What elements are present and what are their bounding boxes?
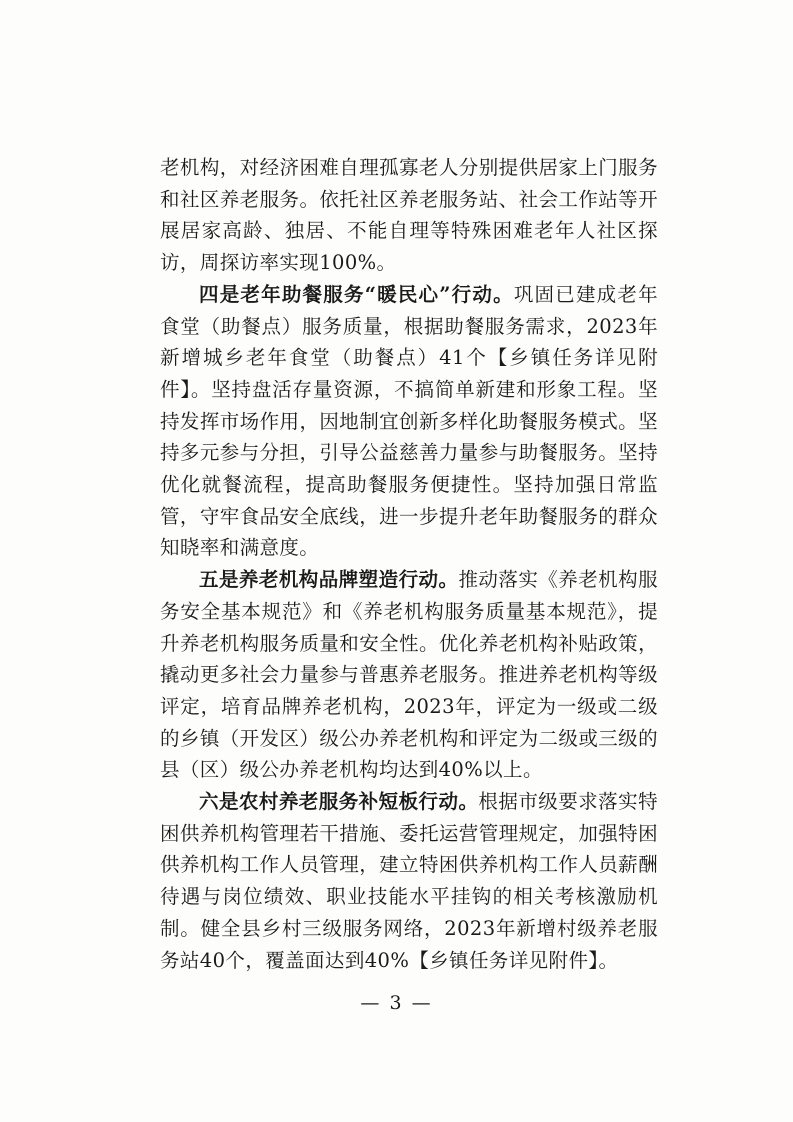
paragraph-rural-service bbox=[160, 786, 658, 976]
paragraph-brand-building bbox=[160, 564, 658, 786]
paragraph-continued bbox=[160, 152, 658, 279]
paragraph-meal-service bbox=[160, 279, 658, 564]
paragraph-text: 巩固已建成老年食堂（助餐点）服务质量，根据助餐服务需求，2023年新增城乡老年食堂（助餐点）41个【乡镇任务详见附件】。坚持盘活存量资源，不搞简单新建和形象工程。坚持发挥市场作用，因地制宜创新多样化助餐服务模式。坚持多元参与分担，引导公益慈善力量参与助餐服务。坚持优化就餐流程，提高助餐服务便捷性。坚持加强日常监管，守牢食品安全底线，进一步提升老年助餐服务的群众知晓率和满意度。 bbox=[160, 282, 658, 560]
page-number: — 3 — bbox=[360, 992, 433, 1014]
document-body bbox=[160, 152, 658, 976]
paragraph-heading: 六是农村养老服务补短板行动。 bbox=[199, 790, 479, 814]
paragraph-heading: 五是养老机构品牌塑造行动。 bbox=[199, 568, 459, 592]
paragraph-text: 推动落实《养老机构服务安全基本规范》和《养老机构服务质量基本规范》，提升养老机构服务质量和安全性。优化养老机构补贴政策，撬动更多社会力量参与普惠养老服务。推进养老机构等级评定，培育品牌养老机构，2023年，评定为一级或二级的乡镇（开发区）级公办养老机构和评定为二级或三级的县（区）级公办养老机构均达到40%以上。 bbox=[160, 568, 658, 782]
paragraph-heading: 四是老年助餐服务“暖民心”行动。 bbox=[199, 282, 514, 306]
paragraph-text: 根据市级要求落实特困供养机构管理若干措施、委托运营管理规定，加强特困供养机构工作人员管理，建立特困供养机构工作人员薪酬待遇与岗位绩效、职业技能水平挂钩的相关考核激励机制。健全县乡村三级服务网络，2023年新增村级养老服务站40个，覆盖面达到40%【乡镇任务详见附件】。 bbox=[160, 790, 658, 972]
paragraph-text: 老机构，对经济困难自理孤寡老人分别提供居家上门服务和社区养老服务。依托社区养老服务站、社会工作站等开展居家高龄、独居、不能自理等特殊困难老年人社区探访，周探访率实现100%。 bbox=[160, 156, 658, 275]
